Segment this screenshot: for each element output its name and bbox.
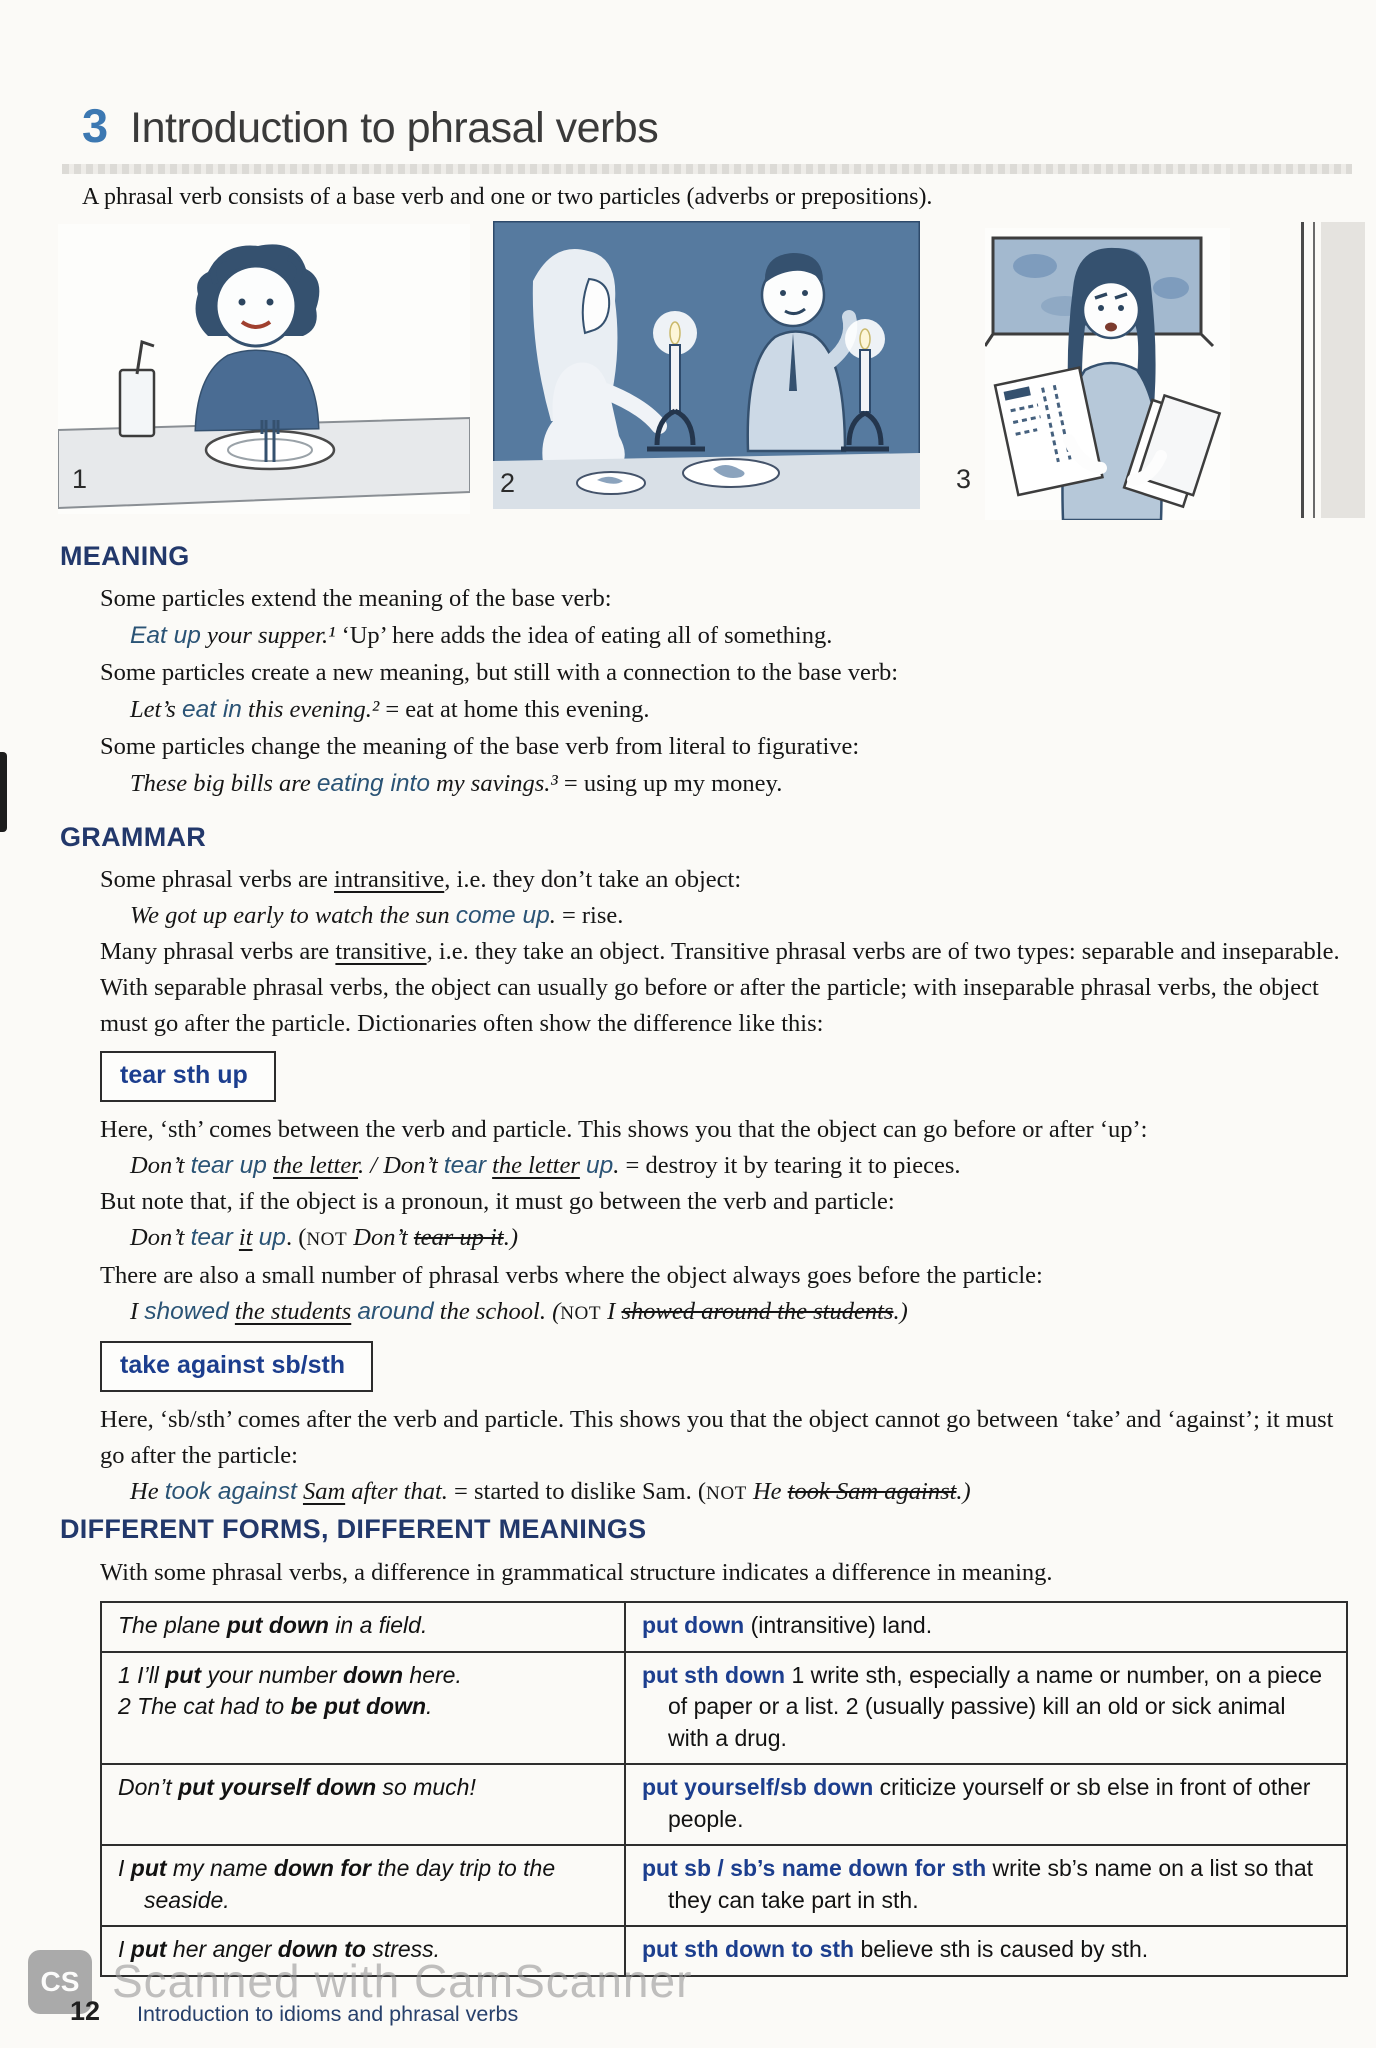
section-heading-meaning: MEANING <box>60 541 190 571</box>
table-definition: put sb / sb’s name down for sth write sb’s name on a list so that they can take part in sth. <box>642 1855 1314 1913</box>
meaning-example: Eat up your supper.¹ ‘Up’ here adds the idea of eating all of something. <box>130 622 833 649</box>
section-heading-grammar: GRAMMAR <box>60 822 207 852</box>
unit-title-row <box>82 98 658 153</box>
scan-margin-smudge <box>0 752 7 832</box>
table-example: The plane put down in a field. <box>118 1612 428 1638</box>
grammar-example: I showed the students around the school. (NOT I showed around the students.) <box>130 1298 908 1325</box>
meaning-example: Let’s eat in this evening.² = eat at home this evening. <box>130 696 650 723</box>
meaning-line: Some particles create a new meaning, but still with a connection to the base verb: <box>100 659 899 686</box>
grammar-example: We got up early to watch the sun come up. = rise. <box>130 902 624 929</box>
meaning-example: These big bills are eating into my savings.³ = using up my money. <box>130 770 783 797</box>
boy-face <box>216 266 296 346</box>
plate <box>206 431 334 469</box>
illustration-candlelit-dinner <box>493 221 920 509</box>
camscanner-logo: CS <box>28 1950 92 2014</box>
page-number: 12 <box>70 1996 101 2026</box>
table-definition: put sth down to sth believe sth is caused by sth. <box>642 1936 1149 1962</box>
dictionary-entry-box: take against sb/sth <box>100 1341 373 1392</box>
different-forms-section <box>60 1514 1352 1977</box>
scan-page-edge-line <box>1313 222 1315 518</box>
scan-page-edge-line <box>1301 222 1304 518</box>
grammar-line: But note that, if the object is a pronoun, it must go between the verb and particle: <box>100 1188 895 1215</box>
grammar-section-body <box>100 862 1354 1512</box>
table-definition: put down (intransitive) land. <box>642 1612 933 1638</box>
intro-sentence: A phrasal verb consists of a base verb and one or two particles (adverbs or prepositions). <box>82 184 933 210</box>
footer-title: Introduction to idioms and phrasal verbs <box>137 2002 519 2026</box>
table-row <box>101 1652 1347 1765</box>
grammar-line: Here, ‘sth’ comes between the verb and particle. This shows you that the object can go before or after ‘up’: <box>100 1116 1148 1143</box>
table-row <box>101 1764 1347 1845</box>
table-row <box>101 1845 1347 1926</box>
page-title: Introduction to phrasal verbs <box>130 104 659 152</box>
table-definition: put yourself/sb down criticize yourself or sb else in front of other people. <box>642 1774 1311 1832</box>
camscanner-watermark: Scanned with CamScanner <box>112 1955 693 2007</box>
unit-number: 3 <box>82 99 109 152</box>
different-forms-intro: With some phrasal verbs, a difference in grammatical structure indicates a difference in meaning. <box>100 1559 1053 1586</box>
illustration-woman-with-bills <box>985 228 1230 520</box>
illustration-1-label: 1 <box>72 464 88 494</box>
illustration-boy-at-table <box>58 224 470 514</box>
illustration-3-label: 3 <box>956 464 972 494</box>
table-example: 1 I’ll put your number down here. <box>118 1661 462 1688</box>
grammar-line: Here, ‘sb/sth’ comes after the verb and particle. This shows you that the object cannot go between ‘take’ and ‘against’; it must go after the particle: <box>100 1406 1334 1469</box>
meaning-line: Some particles extend the meaning of the base verb: <box>100 585 612 612</box>
table-example: Don’t put yourself down so much! <box>118 1774 476 1800</box>
table-example: I put my name down for the day trip to the seaside. <box>118 1855 556 1913</box>
grammar-line: Some phrasal verbs are intransitive, i.e. they don’t take an object: <box>100 866 742 893</box>
candle-flame <box>670 322 680 344</box>
grammar-example: He took against Sam after that. = started to dislike Sam. (NOT He took Sam against.) <box>130 1478 971 1505</box>
open-mouth <box>1105 323 1117 332</box>
grammar-line: There are also a small number of phrasal verbs where the object always goes before the particle: <box>100 1262 1043 1289</box>
table-row <box>101 1602 1347 1652</box>
grammar-example: Don’t tear up the letter. / Don’t tear the letter up. = destroy it by tearing it to pieces. <box>130 1152 961 1179</box>
phrasal-verb-table <box>100 1601 1348 1977</box>
title-divider-band <box>62 164 1352 174</box>
grammar-example: Don’t tear it up. (NOT Don’t tear up it.) <box>130 1224 518 1251</box>
table-example: I put her anger down to stress. <box>118 1936 441 1962</box>
table-definition: put sth down 1 write sth, especially a name or number, on a piece of paper or a list. 2 (usually passive) kill an old or sick animal with a drug. <box>642 1661 1323 1751</box>
grammar-paragraph: Many phrasal verbs are transitive, i.e. they take an object. Transitive phrasal verbs are of two types: separable and inseparable. With separable phrasal verbs, the object can usually go before or after the particle; with inseparable phrasal verbs, the object must go after the particle. Dictionaries often show the difference like this: <box>100 938 1340 1037</box>
meaning-line: Some particles change the meaning of the base verb from literal to figurative: <box>100 733 860 760</box>
section-heading-different-forms: DIFFERENT FORMS, DIFFERENT MEANINGS <box>60 1514 647 1544</box>
dictionary-entry-box: tear sth up <box>100 1051 276 1102</box>
glass <box>120 370 154 436</box>
table-example: 2 The cat had to be put down. <box>118 1693 433 1719</box>
illustration-2-label: 2 <box>500 468 516 498</box>
scan-page-edge-shadow <box>1321 222 1365 518</box>
meaning-section-body <box>100 580 1354 802</box>
